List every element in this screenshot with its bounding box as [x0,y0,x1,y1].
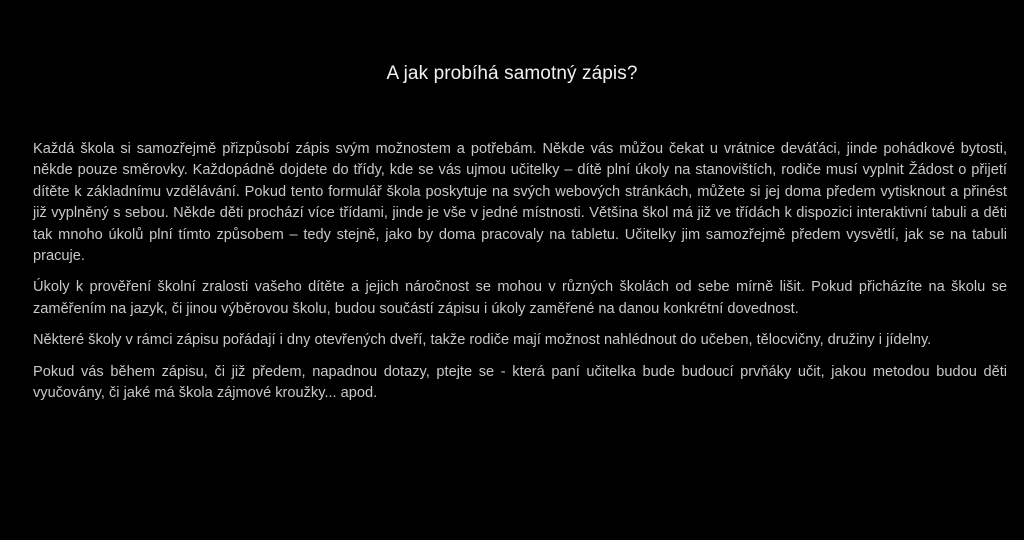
paragraph-school-readiness-tasks: Úkoly k prověření školní zralosti vašeho dítěte a jejich náročnost se mohou v různých školách od sebe mírně lišit. Pokud přicházíte na školu se zaměřením na jazyk, či jinou výběrovou školu, budou součástí zápisu i úkoly zaměřené na danou konkrétní dovednost. [33,279,1007,317]
slide-body [33,139,1007,414]
slide-title: A jak probíhá samotný zápis? [386,63,638,84]
paragraph-open-days: Některé školy v rámci zápisu pořádají i dny otevřených dveří, takže rodiče mají možnost nahlédnout do učeben, tělocvičny, družiny i jídelny. [33,332,932,349]
paragraph-enrollment-process: Každá škola si samozřejmě přizpůsobí zápis svým možnostem a potřebám. Někde vás můžou čekat u vrátnice deváťáci, jinde pohádkové bytosti, někde pouze směrovky. Každopádně dojdete do třídy, kde se vás ujmou učitelky – dítě plní úkoly na stanovištích, rodiče musí vyplnit Žádost o přijetí dítěte k základnímu vzdělávání. Pokud tento formulář škola poskytuje na svých webových stránkách, můžete si jej doma předem vytisknout a přinést již vyplněný s sebou. Někde děti prochází více třídami, jinde je vše v jedné místnosti. Většina škol má již ve třídách k dispozici interaktivní tabuli a děti tak mnoho úkolů plní tímto způsobem – tedy stejně, jako by doma pracovaly na tabletu. Učitelky jim samozřejmě předem vysvětlí, jak se na tabuli pracuje. [33,141,1007,265]
paragraph-questions: Pokud vás během zápisu, či již předem, napadnou dotazy, ptejte se - která paní učitelka bude budoucí prvňáky učit, jakou metodou budou děti vyučovány, či jaké má škola zájmové kroužky... apod. [33,363,1007,402]
